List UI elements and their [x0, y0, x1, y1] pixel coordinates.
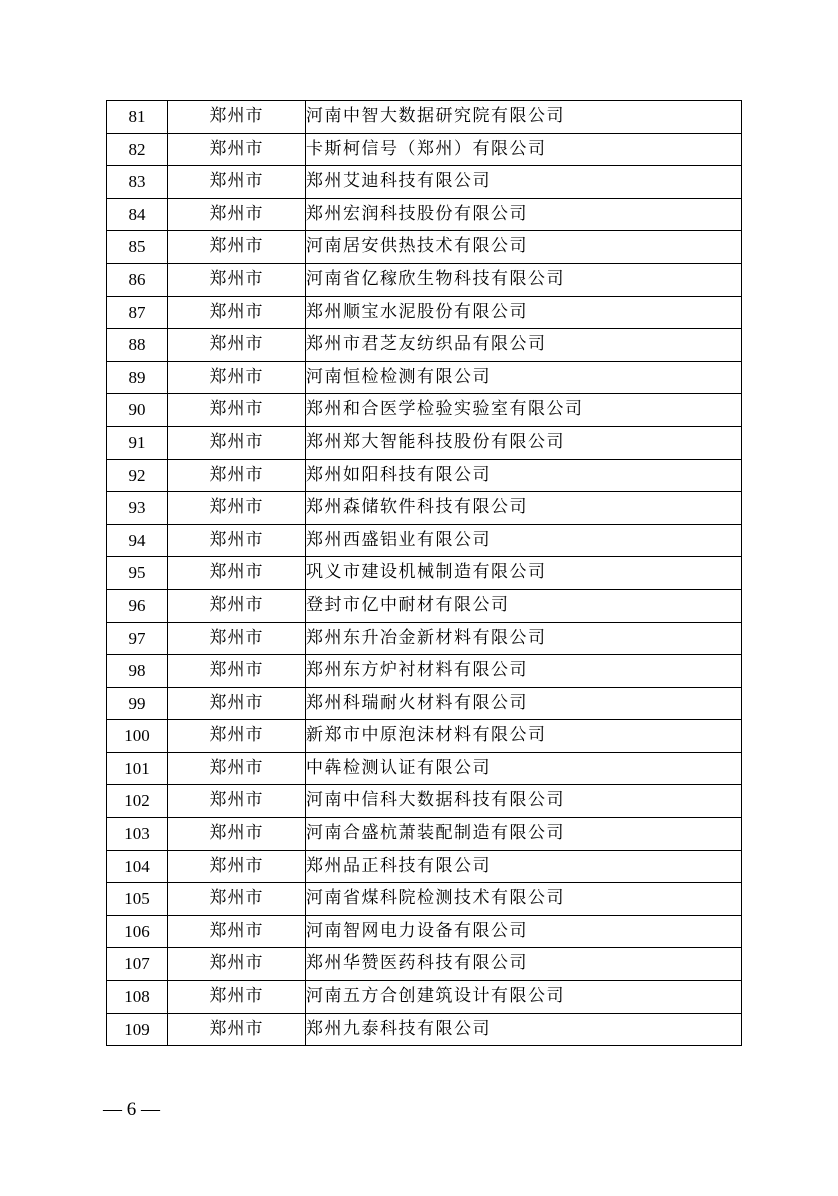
table-row — [107, 329, 742, 362]
company-name-cell: 郑州顺宝水泥股份有限公司 — [306, 296, 742, 329]
city-cell: 郑州市 — [168, 622, 306, 655]
table-row — [107, 101, 742, 134]
company-name-cell: 河南恒检检测有限公司 — [306, 361, 742, 394]
company-name-cell: 河南五方合创建筑设计有限公司 — [306, 981, 742, 1014]
table-row — [107, 263, 742, 296]
table-row — [107, 524, 742, 557]
table-row — [107, 948, 742, 981]
row-number-cell: 81 — [107, 101, 168, 134]
company-name-cell: 郑州如阳科技有限公司 — [306, 459, 742, 492]
table-row — [107, 394, 742, 427]
table-body — [107, 101, 742, 1046]
table-row — [107, 231, 742, 264]
company-name-cell: 郑州科瑞耐火材料有限公司 — [306, 687, 742, 720]
city-cell: 郑州市 — [168, 296, 306, 329]
row-number-cell: 109 — [107, 1013, 168, 1046]
row-number-cell: 98 — [107, 655, 168, 688]
city-cell: 郑州市 — [168, 231, 306, 264]
city-cell: 郑州市 — [168, 133, 306, 166]
row-number-cell: 107 — [107, 948, 168, 981]
row-number-cell: 88 — [107, 329, 168, 362]
company-name-cell: 河南中信科大数据科技有限公司 — [306, 785, 742, 818]
company-name-cell: 河南智网电力设备有限公司 — [306, 915, 742, 948]
city-cell: 郑州市 — [168, 687, 306, 720]
row-number-cell: 84 — [107, 198, 168, 231]
company-name-cell: 郑州艾迪科技有限公司 — [306, 166, 742, 199]
row-number-cell: 106 — [107, 915, 168, 948]
company-name-cell: 河南中智大数据研究院有限公司 — [306, 101, 742, 134]
table-row — [107, 720, 742, 753]
city-cell: 郑州市 — [168, 263, 306, 296]
city-cell: 郑州市 — [168, 850, 306, 883]
city-cell: 郑州市 — [168, 492, 306, 525]
table-row — [107, 1013, 742, 1046]
company-name-cell: 河南合盛杭萧装配制造有限公司 — [306, 818, 742, 851]
city-cell: 郑州市 — [168, 329, 306, 362]
table-row — [107, 883, 742, 916]
city-cell: 郑州市 — [168, 981, 306, 1014]
city-cell: 郑州市 — [168, 752, 306, 785]
row-number-cell: 102 — [107, 785, 168, 818]
company-name-cell: 郑州宏润科技股份有限公司 — [306, 198, 742, 231]
table-row — [107, 818, 742, 851]
city-cell: 郑州市 — [168, 361, 306, 394]
row-number-cell: 97 — [107, 622, 168, 655]
table-row — [107, 557, 742, 590]
table-row — [107, 785, 742, 818]
city-cell: 郑州市 — [168, 426, 306, 459]
table-row — [107, 166, 742, 199]
table-row — [107, 361, 742, 394]
row-number-cell: 99 — [107, 687, 168, 720]
table-row — [107, 492, 742, 525]
city-cell: 郑州市 — [168, 655, 306, 688]
table-row — [107, 459, 742, 492]
company-name-cell: 郑州西盛铝业有限公司 — [306, 524, 742, 557]
city-cell: 郑州市 — [168, 524, 306, 557]
table-row — [107, 655, 742, 688]
city-cell: 郑州市 — [168, 720, 306, 753]
row-number-cell: 95 — [107, 557, 168, 590]
row-number-cell: 91 — [107, 426, 168, 459]
company-name-cell: 郑州东升冶金新材料有限公司 — [306, 622, 742, 655]
row-number-cell: 92 — [107, 459, 168, 492]
company-name-cell: 郑州和合医学检验实验室有限公司 — [306, 394, 742, 427]
row-number-cell: 105 — [107, 883, 168, 916]
city-cell: 郑州市 — [168, 1013, 306, 1046]
city-cell: 郑州市 — [168, 785, 306, 818]
company-name-cell: 郑州品正科技有限公司 — [306, 850, 742, 883]
company-name-cell: 郑州东方炉衬材料有限公司 — [306, 655, 742, 688]
row-number-cell: 104 — [107, 850, 168, 883]
company-list-table — [106, 100, 742, 1046]
row-number-cell: 96 — [107, 589, 168, 622]
city-cell: 郑州市 — [168, 818, 306, 851]
company-name-cell: 郑州华赞医药科技有限公司 — [306, 948, 742, 981]
city-cell: 郑州市 — [168, 101, 306, 134]
table-row — [107, 981, 742, 1014]
row-number-cell: 108 — [107, 981, 168, 1014]
row-number-cell: 101 — [107, 752, 168, 785]
table-row — [107, 589, 742, 622]
table-row — [107, 198, 742, 231]
table-row — [107, 622, 742, 655]
city-cell: 郑州市 — [168, 166, 306, 199]
company-name-cell: 河南省煤科院检测技术有限公司 — [306, 883, 742, 916]
company-name-cell: 郑州郑大智能科技股份有限公司 — [306, 426, 742, 459]
page-number: — 6 — — [103, 1099, 160, 1120]
table-row — [107, 915, 742, 948]
company-name-cell: 巩义市建设机械制造有限公司 — [306, 557, 742, 590]
table-row — [107, 426, 742, 459]
city-cell: 郑州市 — [168, 557, 306, 590]
company-name-cell: 登封市亿中耐材有限公司 — [306, 589, 742, 622]
company-name-cell: 郑州九泰科技有限公司 — [306, 1013, 742, 1046]
row-number-cell: 87 — [107, 296, 168, 329]
row-number-cell: 83 — [107, 166, 168, 199]
row-number-cell: 85 — [107, 231, 168, 264]
table-row — [107, 687, 742, 720]
row-number-cell: 89 — [107, 361, 168, 394]
table-row — [107, 752, 742, 785]
company-name-cell: 河南省亿稼欣生物科技有限公司 — [306, 263, 742, 296]
city-cell: 郑州市 — [168, 394, 306, 427]
row-number-cell: 90 — [107, 394, 168, 427]
row-number-cell: 100 — [107, 720, 168, 753]
city-cell: 郑州市 — [168, 198, 306, 231]
company-name-cell: 河南居安供热技术有限公司 — [306, 231, 742, 264]
city-cell: 郑州市 — [168, 589, 306, 622]
city-cell: 郑州市 — [168, 883, 306, 916]
row-number-cell: 82 — [107, 133, 168, 166]
city-cell: 郑州市 — [168, 459, 306, 492]
row-number-cell: 94 — [107, 524, 168, 557]
company-name-cell: 卡斯柯信号（郑州）有限公司 — [306, 133, 742, 166]
company-name-cell: 中犇检测认证有限公司 — [306, 752, 742, 785]
row-number-cell: 103 — [107, 818, 168, 851]
company-name-cell: 郑州市君芝友纺织品有限公司 — [306, 329, 742, 362]
table-row — [107, 296, 742, 329]
city-cell: 郑州市 — [168, 948, 306, 981]
table-row — [107, 850, 742, 883]
city-cell: 郑州市 — [168, 915, 306, 948]
company-name-cell: 新郑市中原泡沫材料有限公司 — [306, 720, 742, 753]
table-row — [107, 133, 742, 166]
row-number-cell: 93 — [107, 492, 168, 525]
row-number-cell: 86 — [107, 263, 168, 296]
company-name-cell: 郑州森储软件科技有限公司 — [306, 492, 742, 525]
